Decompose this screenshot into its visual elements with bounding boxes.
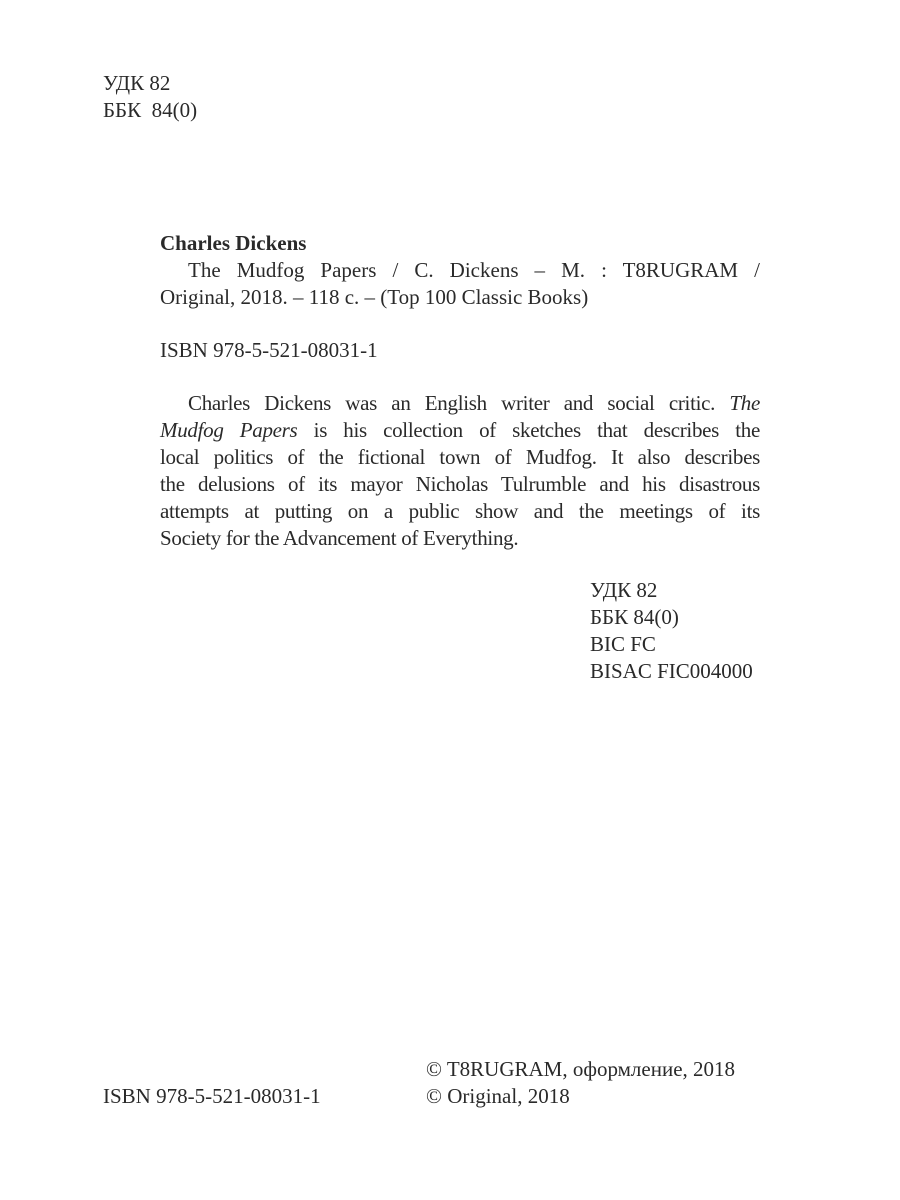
bottom-isbn: ISBN 978-5-521-08031-1 [103, 1084, 321, 1108]
description-line: the delusions of its mayor Nicholas Tulrumble and his disastrous [160, 472, 760, 496]
bic-code: BIC FC [590, 632, 656, 656]
entry-line-2: Original, 2018. – 118 с. – (Top 100 Classic Books) [160, 285, 589, 309]
description-text: Charles Dickens was an English writer and social critic. [188, 391, 716, 415]
bbk-code: ББК 84(0) [590, 605, 679, 629]
udk-code: УДК 82 [103, 71, 171, 95]
top-classification-codes [103, 70, 197, 124]
bbk-code: ББК 84(0) [103, 98, 198, 122]
description-line: Society for the Advancement of Everything. [160, 526, 519, 550]
copyright-line: © Original, 2018 [426, 1084, 570, 1108]
author-name: Charles Dickens [160, 231, 307, 255]
copyright-block [426, 1056, 735, 1110]
entry-line-1: The Mudfog Papers / C. Dickens – M. : T8RUGRAM / [188, 258, 760, 282]
bibliographic-entry [160, 230, 760, 311]
copyright-line: © T8RUGRAM, оформление, 2018 [426, 1057, 736, 1081]
description-line: attempts at putting on a public show and the meetings of its [160, 499, 760, 523]
classification-codes [590, 577, 753, 685]
description-line [160, 417, 760, 444]
description-line [160, 390, 760, 417]
description-line: local politics of the fictional town of Mudfog. It also describes [160, 445, 760, 469]
udk-code: УДК 82 [590, 578, 658, 602]
bisac-code: BISAC FIC004000 [590, 659, 753, 683]
description-paragraph [160, 390, 760, 552]
book-title-italic: Mudfog Papers [160, 418, 298, 442]
isbn: ISBN 978-5-521-08031-1 [160, 338, 378, 362]
description-text: is his collection of sketches that describes the [313, 418, 761, 442]
book-title-italic: The [729, 391, 760, 415]
